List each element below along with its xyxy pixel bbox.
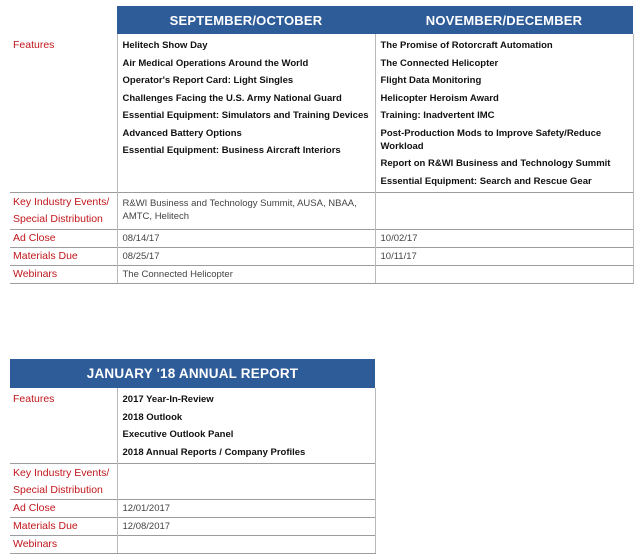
feature-item: Helitech Show Day — [122, 40, 208, 51]
feature-item: 2018 Annual Reports / Company Profiles — [122, 446, 306, 458]
ad-close-row — [10, 500, 375, 518]
materials-due-value: 10/11/17 — [380, 251, 417, 262]
schedule-table-sep-dec — [10, 6, 634, 284]
feature-item: 2017 Year-In-Review — [122, 394, 214, 405]
features-cell-annual-report — [117, 388, 375, 464]
row-label-events-line2: Special Distribution — [13, 213, 103, 225]
ad-close-value: 08/14/17 — [122, 233, 160, 244]
row-label-events — [10, 193, 117, 230]
events-cell-sep-oct — [117, 193, 375, 230]
features-cell-sep-oct — [117, 34, 375, 193]
feature-list-sep-oct — [118, 34, 375, 157]
webinars-value — [376, 266, 633, 268]
row-label-webinars: Webinars — [10, 266, 117, 284]
ad-close-value: 12/01/2017 — [122, 503, 171, 514]
events-cell-nov-dec — [375, 193, 633, 230]
feature-item: Air Medical Operations Around the World — [122, 57, 309, 69]
feature-item: Essential Equipment: Business Aircraft Interiors — [122, 145, 341, 156]
features-cell-nov-dec — [375, 34, 633, 193]
ad-close-cell-sep-oct — [117, 230, 375, 248]
events-cell-annual-report — [117, 464, 375, 500]
feature-item: Helicopter Heroism Award — [380, 92, 499, 104]
feature-item: Essential Equipment: Simulators and Training Devices — [122, 110, 369, 121]
materials-due-cell-annual-report — [117, 518, 375, 536]
row-label-ad-close: Ad Close — [10, 230, 117, 248]
feature-list-annual-report — [118, 388, 375, 459]
materials-due-row — [10, 248, 633, 266]
webinars-cell-annual-report — [117, 536, 375, 554]
column-header-nov-dec: NOVEMBER/DECEMBER — [375, 6, 633, 34]
feature-item: Training: Inadvertent IMC — [380, 110, 495, 121]
column-header-annual-report: JANUARY '18 ANNUAL REPORT — [10, 359, 375, 388]
feature-item: Executive Outlook Panel — [122, 429, 234, 440]
row-label-events-line2: Special Distribution — [13, 484, 103, 496]
row-label-ad-close: Ad Close — [10, 500, 117, 518]
events-row — [10, 464, 375, 500]
row-label-webinars: Webinars — [10, 536, 117, 554]
materials-due-value: 12/08/2017 — [122, 521, 171, 532]
events-row — [10, 193, 633, 230]
feature-item: Report on R&WI Business and Technology Summit — [380, 158, 611, 169]
webinars-row — [10, 266, 633, 284]
events-value — [118, 464, 375, 468]
events-value — [376, 193, 633, 197]
materials-due-row — [10, 518, 375, 536]
feature-item: Post-Production Mods to Improve Safety/Reduce Workload — [380, 127, 602, 152]
row-label-events-line1: Key Industry Events/ — [13, 467, 110, 479]
materials-due-cell-sep-oct — [117, 248, 375, 266]
ad-close-row — [10, 230, 633, 248]
header-spacer — [10, 6, 117, 34]
features-row — [10, 388, 375, 464]
row-label-features: Features — [13, 393, 55, 405]
webinars-cell-nov-dec — [375, 266, 633, 284]
ad-close-cell-annual-report — [117, 500, 375, 518]
feature-item: The Connected Helicopter — [380, 57, 499, 69]
feature-item: Flight Data Monitoring — [380, 75, 482, 86]
feature-item: The Promise of Rotorcraft Automation — [380, 40, 553, 51]
feature-item: Challenges Facing the U.S. Army National Guard — [122, 92, 342, 104]
row-label-materials-due: Materials Due — [10, 248, 117, 266]
feature-item: Essential Equipment: Search and Rescue Gear — [380, 175, 592, 187]
webinars-row — [10, 536, 375, 554]
row-label-features: Features — [13, 39, 55, 51]
feature-item: Advanced Battery Options — [122, 127, 242, 139]
materials-due-value: 08/25/17 — [122, 251, 160, 262]
feature-item: Operator's Report Card: Light Singles — [122, 75, 294, 86]
row-label-materials-due: Materials Due — [10, 518, 117, 536]
events-value: R&WI Business and Technology Summit, AUSA, NBAA, AMTC, Helitech — [122, 198, 357, 222]
webinars-cell-sep-oct — [117, 266, 375, 284]
features-row — [10, 34, 633, 193]
webinars-value: The Connected Helicopter — [122, 269, 233, 280]
feature-list-nov-dec — [376, 34, 633, 188]
ad-close-cell-nov-dec — [375, 230, 633, 248]
feature-item: 2018 Outlook — [122, 411, 183, 423]
webinars-value — [118, 536, 375, 538]
row-label-events-line1: Key Industry Events/ — [13, 196, 110, 208]
materials-due-cell-nov-dec — [375, 248, 633, 266]
ad-close-value: 10/02/17 — [380, 233, 418, 244]
row-label-events — [10, 464, 117, 500]
column-header-sep-oct: SEPTEMBER/OCTOBER — [117, 6, 375, 34]
schedule-table-annual-report — [10, 359, 376, 554]
